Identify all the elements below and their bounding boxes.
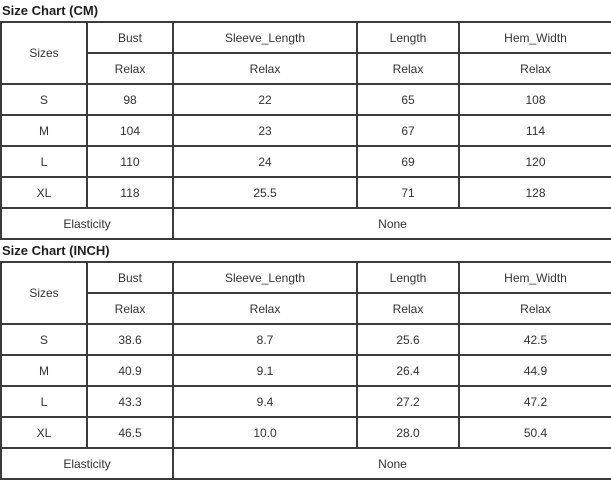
length-value: 26.4 <box>357 355 459 386</box>
elasticity-label: Elasticity <box>1 208 173 239</box>
subheader-row <box>1 53 611 84</box>
elasticity-label: Elasticity <box>1 448 173 479</box>
size-chart-inch-title: Size Chart (INCH) <box>2 243 110 258</box>
elasticity-row <box>1 448 611 479</box>
length-value: 69 <box>357 146 459 177</box>
hem-width-value: 108 <box>459 84 611 115</box>
table-row-xl <box>1 177 611 208</box>
length-value: 71 <box>357 177 459 208</box>
size-chart-cm <box>0 0 611 240</box>
length-value: 27.2 <box>357 386 459 417</box>
subheader-relax-hem: Relax <box>459 53 611 84</box>
hem-width-value: 47.2 <box>459 386 611 417</box>
length-value: 28.0 <box>357 417 459 448</box>
size-label: S <box>1 324 87 355</box>
bust-value: 38.6 <box>87 324 173 355</box>
length-value: 25.6 <box>357 324 459 355</box>
size-chart-cm-title: Size Chart (CM) <box>2 3 99 18</box>
length-value: 67 <box>357 115 459 146</box>
bust-value: 110 <box>87 146 173 177</box>
hem-width-value: 42.5 <box>459 324 611 355</box>
elasticity-row <box>1 208 611 239</box>
size-label: XL <box>1 417 87 448</box>
size-label: L <box>1 386 87 417</box>
header-row <box>1 22 611 53</box>
subheader-relax-bust: Relax <box>87 293 173 324</box>
hem-width-value: 120 <box>459 146 611 177</box>
table-row-l <box>1 146 611 177</box>
bust-value: 46.5 <box>87 417 173 448</box>
column-header-sizes: Sizes <box>1 22 87 84</box>
bust-value: 40.9 <box>87 355 173 386</box>
column-header-length: Length <box>357 262 459 293</box>
size-label: XL <box>1 177 87 208</box>
table-row-l <box>1 386 611 417</box>
column-header-sizes: Sizes <box>1 262 87 324</box>
size-label: M <box>1 115 87 146</box>
size-label: S <box>1 84 87 115</box>
size-chart-inch-table <box>0 261 611 480</box>
column-header-sleeve-length: Sleeve_Length <box>173 262 357 293</box>
elasticity-value: None <box>173 208 611 239</box>
sleeve-length-value: 24 <box>173 146 357 177</box>
column-header-bust: Bust <box>87 262 173 293</box>
subheader-relax-sleeve: Relax <box>173 293 357 324</box>
sleeve-length-value: 9.4 <box>173 386 357 417</box>
hem-width-value: 50.4 <box>459 417 611 448</box>
sleeve-length-value: 25.5 <box>173 177 357 208</box>
size-chart-inch <box>0 240 611 480</box>
sleeve-length-value: 9.1 <box>173 355 357 386</box>
table-row-s <box>1 84 611 115</box>
subheader-relax-length: Relax <box>357 293 459 324</box>
subheader-relax-hem: Relax <box>459 293 611 324</box>
column-header-length: Length <box>357 22 459 53</box>
subheader-relax-bust: Relax <box>87 53 173 84</box>
size-label: M <box>1 355 87 386</box>
subheader-relax-sleeve: Relax <box>173 53 357 84</box>
size-label: L <box>1 146 87 177</box>
bust-value: 98 <box>87 84 173 115</box>
bust-value: 43.3 <box>87 386 173 417</box>
table-row-m <box>1 115 611 146</box>
column-header-hem-width: Hem_Width <box>459 22 611 53</box>
subheader-row <box>1 293 611 324</box>
hem-width-value: 114 <box>459 115 611 146</box>
table-row-xl <box>1 417 611 448</box>
sleeve-length-value: 22 <box>173 84 357 115</box>
subheader-relax-length: Relax <box>357 53 459 84</box>
bust-value: 118 <box>87 177 173 208</box>
sleeve-length-value: 8.7 <box>173 324 357 355</box>
header-row <box>1 262 611 293</box>
sleeve-length-value: 23 <box>173 115 357 146</box>
table-row-s <box>1 324 611 355</box>
sleeve-length-value: 10.0 <box>173 417 357 448</box>
hem-width-value: 128 <box>459 177 611 208</box>
elasticity-value: None <box>173 448 611 479</box>
column-header-bust: Bust <box>87 22 173 53</box>
column-header-sleeve-length: Sleeve_Length <box>173 22 357 53</box>
bust-value: 104 <box>87 115 173 146</box>
length-value: 65 <box>357 84 459 115</box>
hem-width-value: 44.9 <box>459 355 611 386</box>
column-header-hem-width: Hem_Width <box>459 262 611 293</box>
table-row-m <box>1 355 611 386</box>
size-chart-cm-table <box>0 21 611 240</box>
